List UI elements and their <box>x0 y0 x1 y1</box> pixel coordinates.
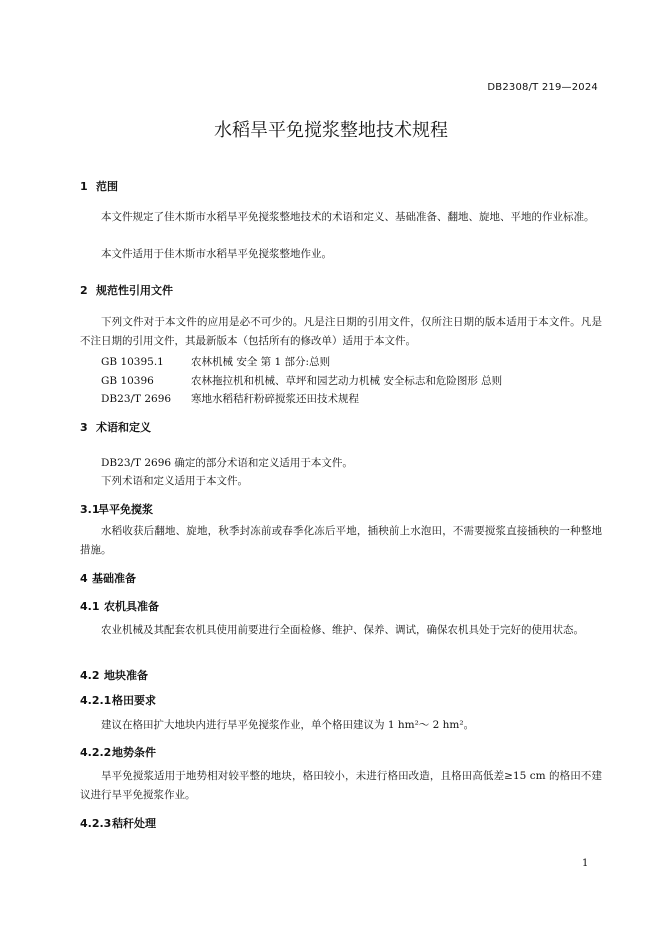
paragraph: 本文件规定了佳木斯市水稻旱平免搅浆整地技术的术语和定义、基础准备、翻地、旋地、平地的作业标准。 <box>101 211 595 223</box>
reference-title: 农林机械 安全 第 1 部分:总则 <box>191 356 331 368</box>
paragraph: 旱平免搅浆适用于地势相对较平整的地块，格田较小，未进行格田改造，且格田高低差≥15 cm 的格田不建议进行旱平免搅浆作业。 <box>80 770 602 801</box>
section-title: 格田要求 <box>112 694 156 707</box>
section-4-heading <box>80 570 136 586</box>
section-title: 基础准备 <box>92 572 136 585</box>
section-4-2-2-heading <box>80 744 156 760</box>
section-number: 4 <box>80 572 88 585</box>
section-number: 1 <box>80 180 88 193</box>
reference-code: GB 10396 <box>101 375 154 387</box>
reference-title: 农林拖拉机和机械、草坪和园艺动力机械 安全标志和危险图形 总则 <box>191 375 503 387</box>
section-3-heading <box>80 419 151 435</box>
section-number: 4.2.3 <box>80 817 112 830</box>
paragraph: 建议在格田扩大地块内进行旱平免搅浆作业，单个格田建议为 1 hm²～ 2 hm²。 <box>101 719 475 731</box>
standard-code: DB2308/T 219—2024 <box>487 82 598 93</box>
section-2-heading <box>80 282 173 298</box>
reference-item <box>101 354 330 369</box>
section-1-heading <box>80 178 118 194</box>
section-number: 4.1 <box>80 600 100 613</box>
reference-title: 寒地水稻秸秆粉碎搅浆还田技术规程 <box>191 393 359 405</box>
reference-code: GB 10395.1 <box>101 356 164 368</box>
section-4-2-3-heading <box>80 815 156 831</box>
paragraph: 下列文件对于本文件的应用是必不可少的。凡是注日期的引用文件，仅所注日期的版本适用于本文件。凡是不注日期的引用文件，其最新版本（包括所有的修改单）适用于本文件。 <box>80 316 602 347</box>
section-title: 秸秆处理 <box>112 817 156 830</box>
section-4-1-heading <box>80 598 159 614</box>
section-title: 农机具准备 <box>104 600 159 613</box>
section-number: 4.2 <box>80 669 100 682</box>
page-number: 1 <box>582 858 589 869</box>
section-4-2-1-heading <box>80 692 156 708</box>
section-title: 范围 <box>96 180 118 193</box>
section-3-1-heading <box>80 501 153 517</box>
section-number: 3.1 <box>80 503 100 516</box>
reference-item <box>101 373 502 388</box>
section-4-2-heading <box>80 667 148 683</box>
paragraph: DB23/T 2696 确定的部分术语和定义适用于本文件。 <box>101 457 353 469</box>
section-number: 4.2.2 <box>80 746 112 759</box>
section-title: 地块准备 <box>104 669 148 682</box>
section-number: 2 <box>80 284 88 297</box>
section-number: 4.2.1 <box>80 694 112 707</box>
section-number: 3 <box>80 421 88 434</box>
paragraph: 农业机械及其配套农机具使用前要进行全面检修、维护、保养、调试，确保农机具处于完好的使用状态。 <box>101 624 584 636</box>
paragraph: 本文件适用于佳木斯市水稻旱平免搅浆整地作业。 <box>101 248 332 260</box>
paragraph: 水稻收获后翻地、旋地，秋季封冻前或春季化冻后平地，插秧前上水泡田，不需要搅浆直接插秧的一种整地措施。 <box>80 525 602 556</box>
document-title: 水稻旱平免搅浆整地技术规程 <box>214 120 448 141</box>
section-title: 术语和定义 <box>96 421 151 434</box>
section-title: 地势条件 <box>112 746 156 759</box>
section-title: 旱平免搅浆 <box>98 503 153 516</box>
reference-code: DB23/T 2696 <box>101 393 172 405</box>
paragraph: 下列术语和定义适用于本文件。 <box>101 475 248 487</box>
reference-item <box>101 391 359 406</box>
section-title: 规范性引用文件 <box>96 284 173 297</box>
